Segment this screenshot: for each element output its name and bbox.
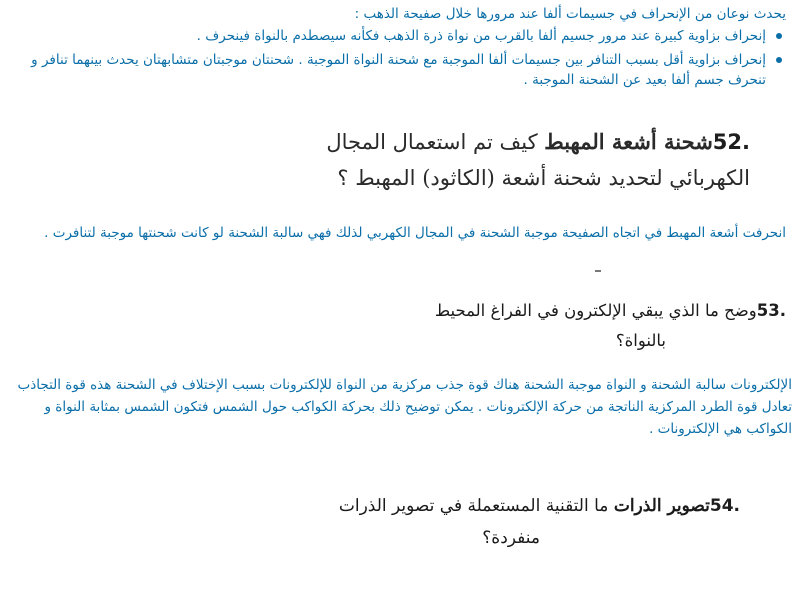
dash-mark [595,270,601,272]
question-number: 53. [756,301,786,320]
question-52 [30,124,750,196]
question-text: وضح ما الذي يبقي الإلكترون في الفراغ المحيط [434,301,757,320]
bullet-icon [776,33,782,39]
answer-52: انحرفت أشعة المهبط في اتجاه الصفيحة موجبة الشحنة في المجال الكهربي لذلك فهي سالبة الشحنة لو كانت شحنتها موجبة لتنافرت . [44,225,786,241]
intro-text: يحدث نوعان من الإنحراف في جسيمات ألفا عند مرورها خلال صفيحة الذهب : [354,6,786,22]
cropped-text-line [245,196,745,202]
question-number: 52. [712,130,750,154]
question-text: ما التقنية المستعملة في تصوير الذرات [338,496,609,516]
bullet-icon [776,57,782,63]
bullet-text: إنحراف بزاوية كبيرة عند مرور جسيم ألفا بالقرب من نواة ذرة الذهب فكأنه سيصطدم بالنواة فينحرف . [196,28,766,44]
question-text-continued: منفردة؟ [482,528,540,548]
question-text-continued: بالنواة؟ [615,331,666,350]
question-title: تصوير الذرات [613,496,710,516]
question-text: كيف تم استعمال المجال [326,130,538,154]
list-item [8,26,786,46]
answer-53: الإلكترونات سالبة الشحنة و النواة موجبة الشحنة هناك قوة جذب مركزية من النواة للإلكترونات بسبب الإختلاف في الشحنة هذه قوة التجاذب تعادل قوة الطرد المركزية الناتجة من حركة الإلكترونات . يمكن توضيح ذلك بحركة الكواكب حول الشمس فتكون الشمس بمثابة النواة و الكواكب هي الإلكترونات . [17,377,792,437]
list-item [8,50,786,90]
question-title: شحنة أشعة المهبط [544,129,713,154]
question-54 [100,490,740,554]
deflection-bullet-list [8,26,786,94]
question-text-continued: الكهربائي لتحديد شحنة أشعة (الكاثود) المهبط ؟ [337,166,750,190]
bullet-text: إنحراف بزاوية أقل بسبب التنافر بين جسيمات ألفا الموجبة مع شحنة النواة الموجبة . شحنتان موجبتان متشابهتان يحدث بينهما تنافر و تنحرف جسم ألفا بعيد عن الشحنة الموجبة . [31,52,766,88]
question-53 [166,296,786,356]
question-number: 54. [709,496,740,516]
